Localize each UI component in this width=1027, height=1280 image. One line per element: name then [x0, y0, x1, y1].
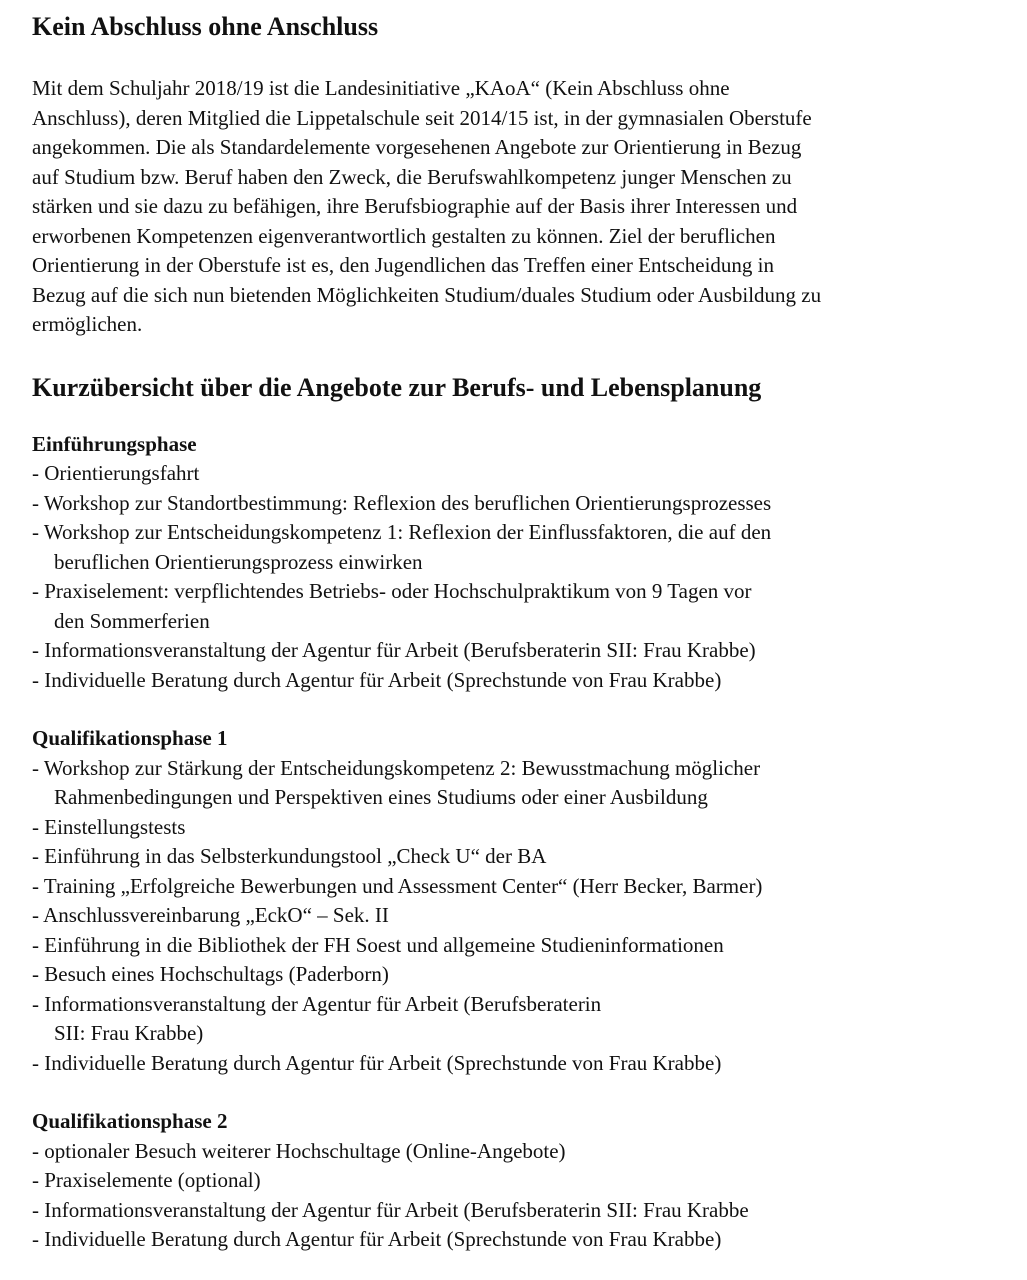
list-item-text: - Praxiselemente (optional) [32, 1168, 261, 1192]
list-item-text: - Informationsveranstaltung der Agentur für Arbeit (Berufsberaterin SII: Frau Krabbe) [32, 638, 756, 662]
list-item [32, 489, 1007, 519]
list-item-continuation: beruflichen Orientierungsprozess einwirken [54, 549, 423, 574]
list-item-continuation: Rahmenbedingungen und Perspektiven eines Studiums oder einer Ausbildung [54, 785, 708, 809]
phases-container [32, 430, 1007, 1255]
list-item [32, 1225, 1007, 1255]
list-item-text: - Einführung in das Selbsterkundungstool „Check U“ der BA [32, 844, 547, 868]
phase-section [32, 430, 1007, 696]
list-item [32, 577, 1007, 636]
list-item [32, 1049, 1007, 1079]
document-title: Kein Abschluss ohne Anschluss [32, 12, 379, 41]
phase-heading: Qualifikationsphase 1 [32, 726, 228, 750]
list-item-text: - Einstellungstests [32, 814, 186, 839]
list-item-text: - Workshop zur Stärkung der Entscheidungskompetenz 2: Bewusstmachung möglicher [32, 755, 761, 780]
list-item-text: - Orientierungsfahrt [32, 461, 200, 485]
list-item-text: - Workshop zur Standortbestimmung: Reflexion des beruflichen Orientierungsprozesses [32, 490, 772, 515]
document-page [32, 10, 1007, 1255]
list-item [32, 1196, 1007, 1226]
list-item-text: - Individuelle Beratung durch Agentur für Arbeit (Sprechstunde von Frau Krabbe) [32, 667, 722, 692]
list-item-text: - Informationsveranstaltung der Agentur für Arbeit (Berufsberaterin [32, 991, 602, 1016]
list-item [32, 636, 1007, 666]
overview-title: Kurzübersicht über die Angebote zur Berufs- und Lebensplanung [32, 372, 762, 402]
phase-item-list [32, 1137, 1007, 1255]
list-item-text: - Anschlussvereinbarung „EckO“ – Sek. II [32, 903, 389, 927]
list-item [32, 813, 1007, 843]
list-item-text: - Individuelle Beratung durch Agentur für Arbeit (Sprechstunde von Frau Krabbe) [32, 1050, 722, 1075]
spacer [32, 405, 1007, 430]
list-item-text: - Besuch eines Hochschultags (Paderborn) [32, 962, 389, 986]
list-item [32, 872, 1007, 902]
list-item-text: - Workshop zur Entscheidungskompetenz 1: Reflexion der Einflussfaktoren, die auf den [32, 520, 772, 544]
list-item [32, 459, 1007, 489]
list-item [32, 842, 1007, 872]
phase-section [32, 724, 1007, 1078]
list-item-text: - Individuelle Beratung durch Agentur für Arbeit (Sprechstunde von Frau Krabbe) [32, 1227, 722, 1251]
phase-item-list [32, 754, 1007, 1079]
list-item [32, 1166, 1007, 1196]
list-item [32, 931, 1007, 961]
list-item-text: - Informationsveranstaltung der Agentur für Arbeit (Berufsberaterin SII: Frau Krabbe [32, 1197, 749, 1222]
intro-paragraph: Mit dem Schuljahr 2018/19 ist die Landesinitiative „KAoA“ (Kein Abschluss ohne Anschluss), deren Mitglied die Lippetalschule seit 2014/15 ist, in der gymnasialen Oberstufe angekommen. Die als Standardelemente vorgesehenen Angebote zur Orientierung in Bezug auf Studium bzw. Beruf haben den Zweck, die Berufswahlkompetenz junger Menschen zu stärken und sie dazu zu befähigen, ihre Berufsbiographie auf der Basis ihrer Interessen und erworbenen Kompetenzen eigenverantwortlich gestalten zu können. Ziel der beruflichen Orientierung in der Oberstufe ist es, den Jugendlichen das Treffen einer Entscheidung in Bezug auf die sich nun bietenden Möglichkeiten Studium/duales Studium oder Ausbildung zu ermöglichen. [32, 76, 822, 336]
list-item-continuation: SII: Frau Krabbe) [54, 1021, 204, 1045]
phase-heading: Qualifikationsphase 2 [32, 1109, 228, 1133]
phase-heading: Einführungsphase [32, 431, 197, 456]
list-item-text: - Training „Erfolgreiche Bewerbungen und Assessment Center“ (Herr Becker, Barmer) [32, 873, 763, 898]
list-item-text: - optionaler Besuch weiterer Hochschultage (Online-Angebote) [32, 1138, 566, 1163]
list-item-text: - Einführung in die Bibliothek der FH Soest und allgemeine Studieninformationen [32, 932, 724, 957]
list-item [32, 901, 1007, 931]
list-item [32, 960, 1007, 990]
list-item-continuation: den Sommerferien [54, 608, 210, 633]
spacer [32, 340, 1007, 371]
list-item [32, 754, 1007, 813]
list-item-text: - Praxiselement: verpflichtendes Betriebs- oder Hochschulpraktikum von 9 Tagen vor [32, 579, 752, 603]
list-item [32, 666, 1007, 696]
list-item [32, 990, 1007, 1049]
phase-item-list [32, 459, 1007, 695]
list-item [32, 518, 1007, 577]
spacer [32, 44, 1007, 74]
phase-section [32, 1107, 1007, 1255]
list-item [32, 1137, 1007, 1167]
